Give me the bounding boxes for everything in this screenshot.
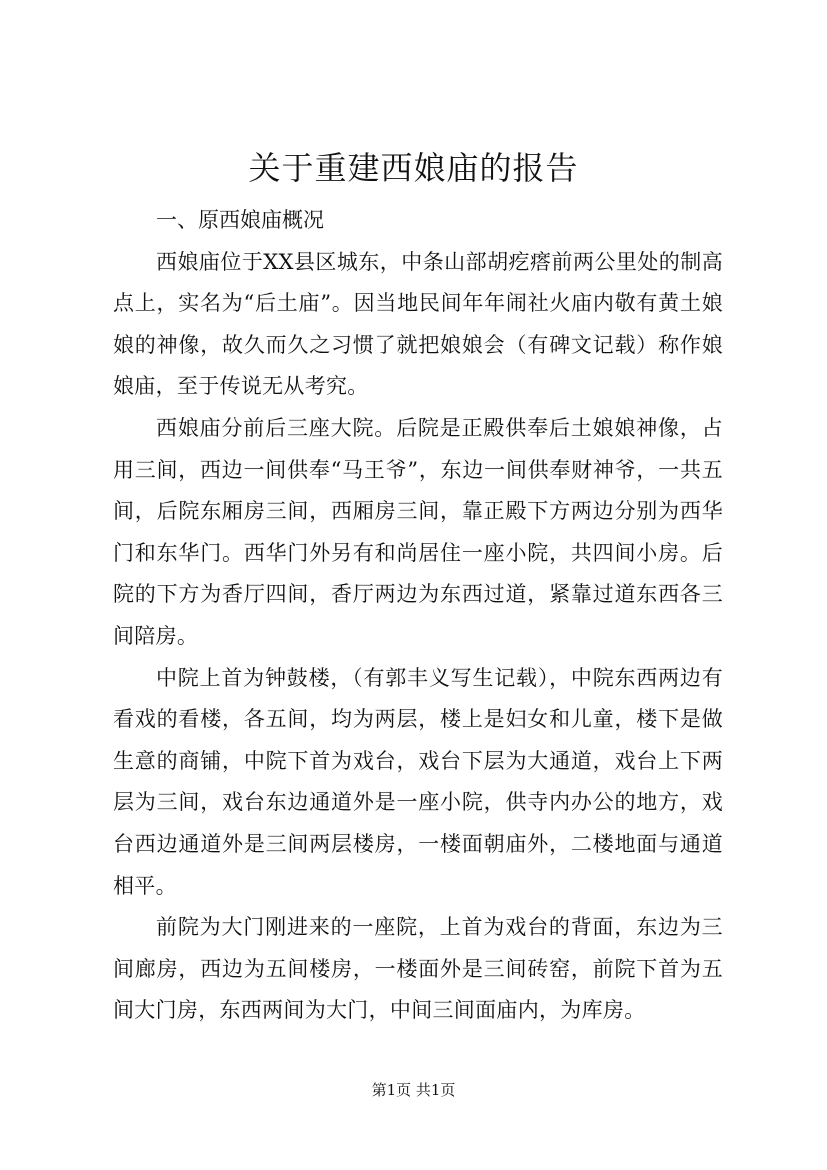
paragraph-front-courtyard: 前院为大门刚进来的一座院，上首为戏台的背面，东边为三间廊房，西边为五间楼房，一楼面外是三间砖窑，前院下首为五间大门房，东西两间为大门，中间三间面庙内，为库房。 <box>113 915 723 1023</box>
document-title: 关于重建西娘庙的报告 <box>248 149 579 187</box>
paragraph-middle-courtyard: 中院上首为钟鼓楼，（有郭丰义写生记载），中院东西两边有看戏的看楼，各五间，均为两层，楼上是妇女和儿童，楼下是做生意的商铺，中院下首为戏台，戏台下层为大通道，戏台上下两层为三间，戏台东边通道外是一座小院，供寺内办公的地方，戏台西边通道外是三间两层楼房，一楼面朝庙外，二楼地面与通道相平。 <box>113 665 723 898</box>
paragraph-location: 西娘庙位于XX县区城东，中条山部胡疙瘩前两公里处的制高点上，实名为“后土庙”。因当地民间年年闹社火庙内敬有黄土娘娘的神像，故久而久之习惯了就把娘娘会（有碑文记载）称作娘娘庙，至于传说无从考究。 <box>113 249 723 399</box>
paragraph-rear-courtyard: 西娘庙分前后三座大院。后院是正殿供奉后土娘娘神像，占用三间，西边一间供奉“马王爷”，东边一间供奉财神爷，一共五间，后院东厢房三间，西厢房三间，靠正殿下方两边分别为西华门和东华门。西华门外另有和尚居住一座小院，共四间小房。后院的下方为香厅四间，香厅两边为东西过道，紧靠过道东西各三间陪房。 <box>113 415 723 648</box>
document-body <box>113 200 723 1032</box>
section-heading: 一、原西娘庙概况 <box>156 208 324 232</box>
page-number-footer: 第1页 共1页 <box>371 1081 456 1099</box>
